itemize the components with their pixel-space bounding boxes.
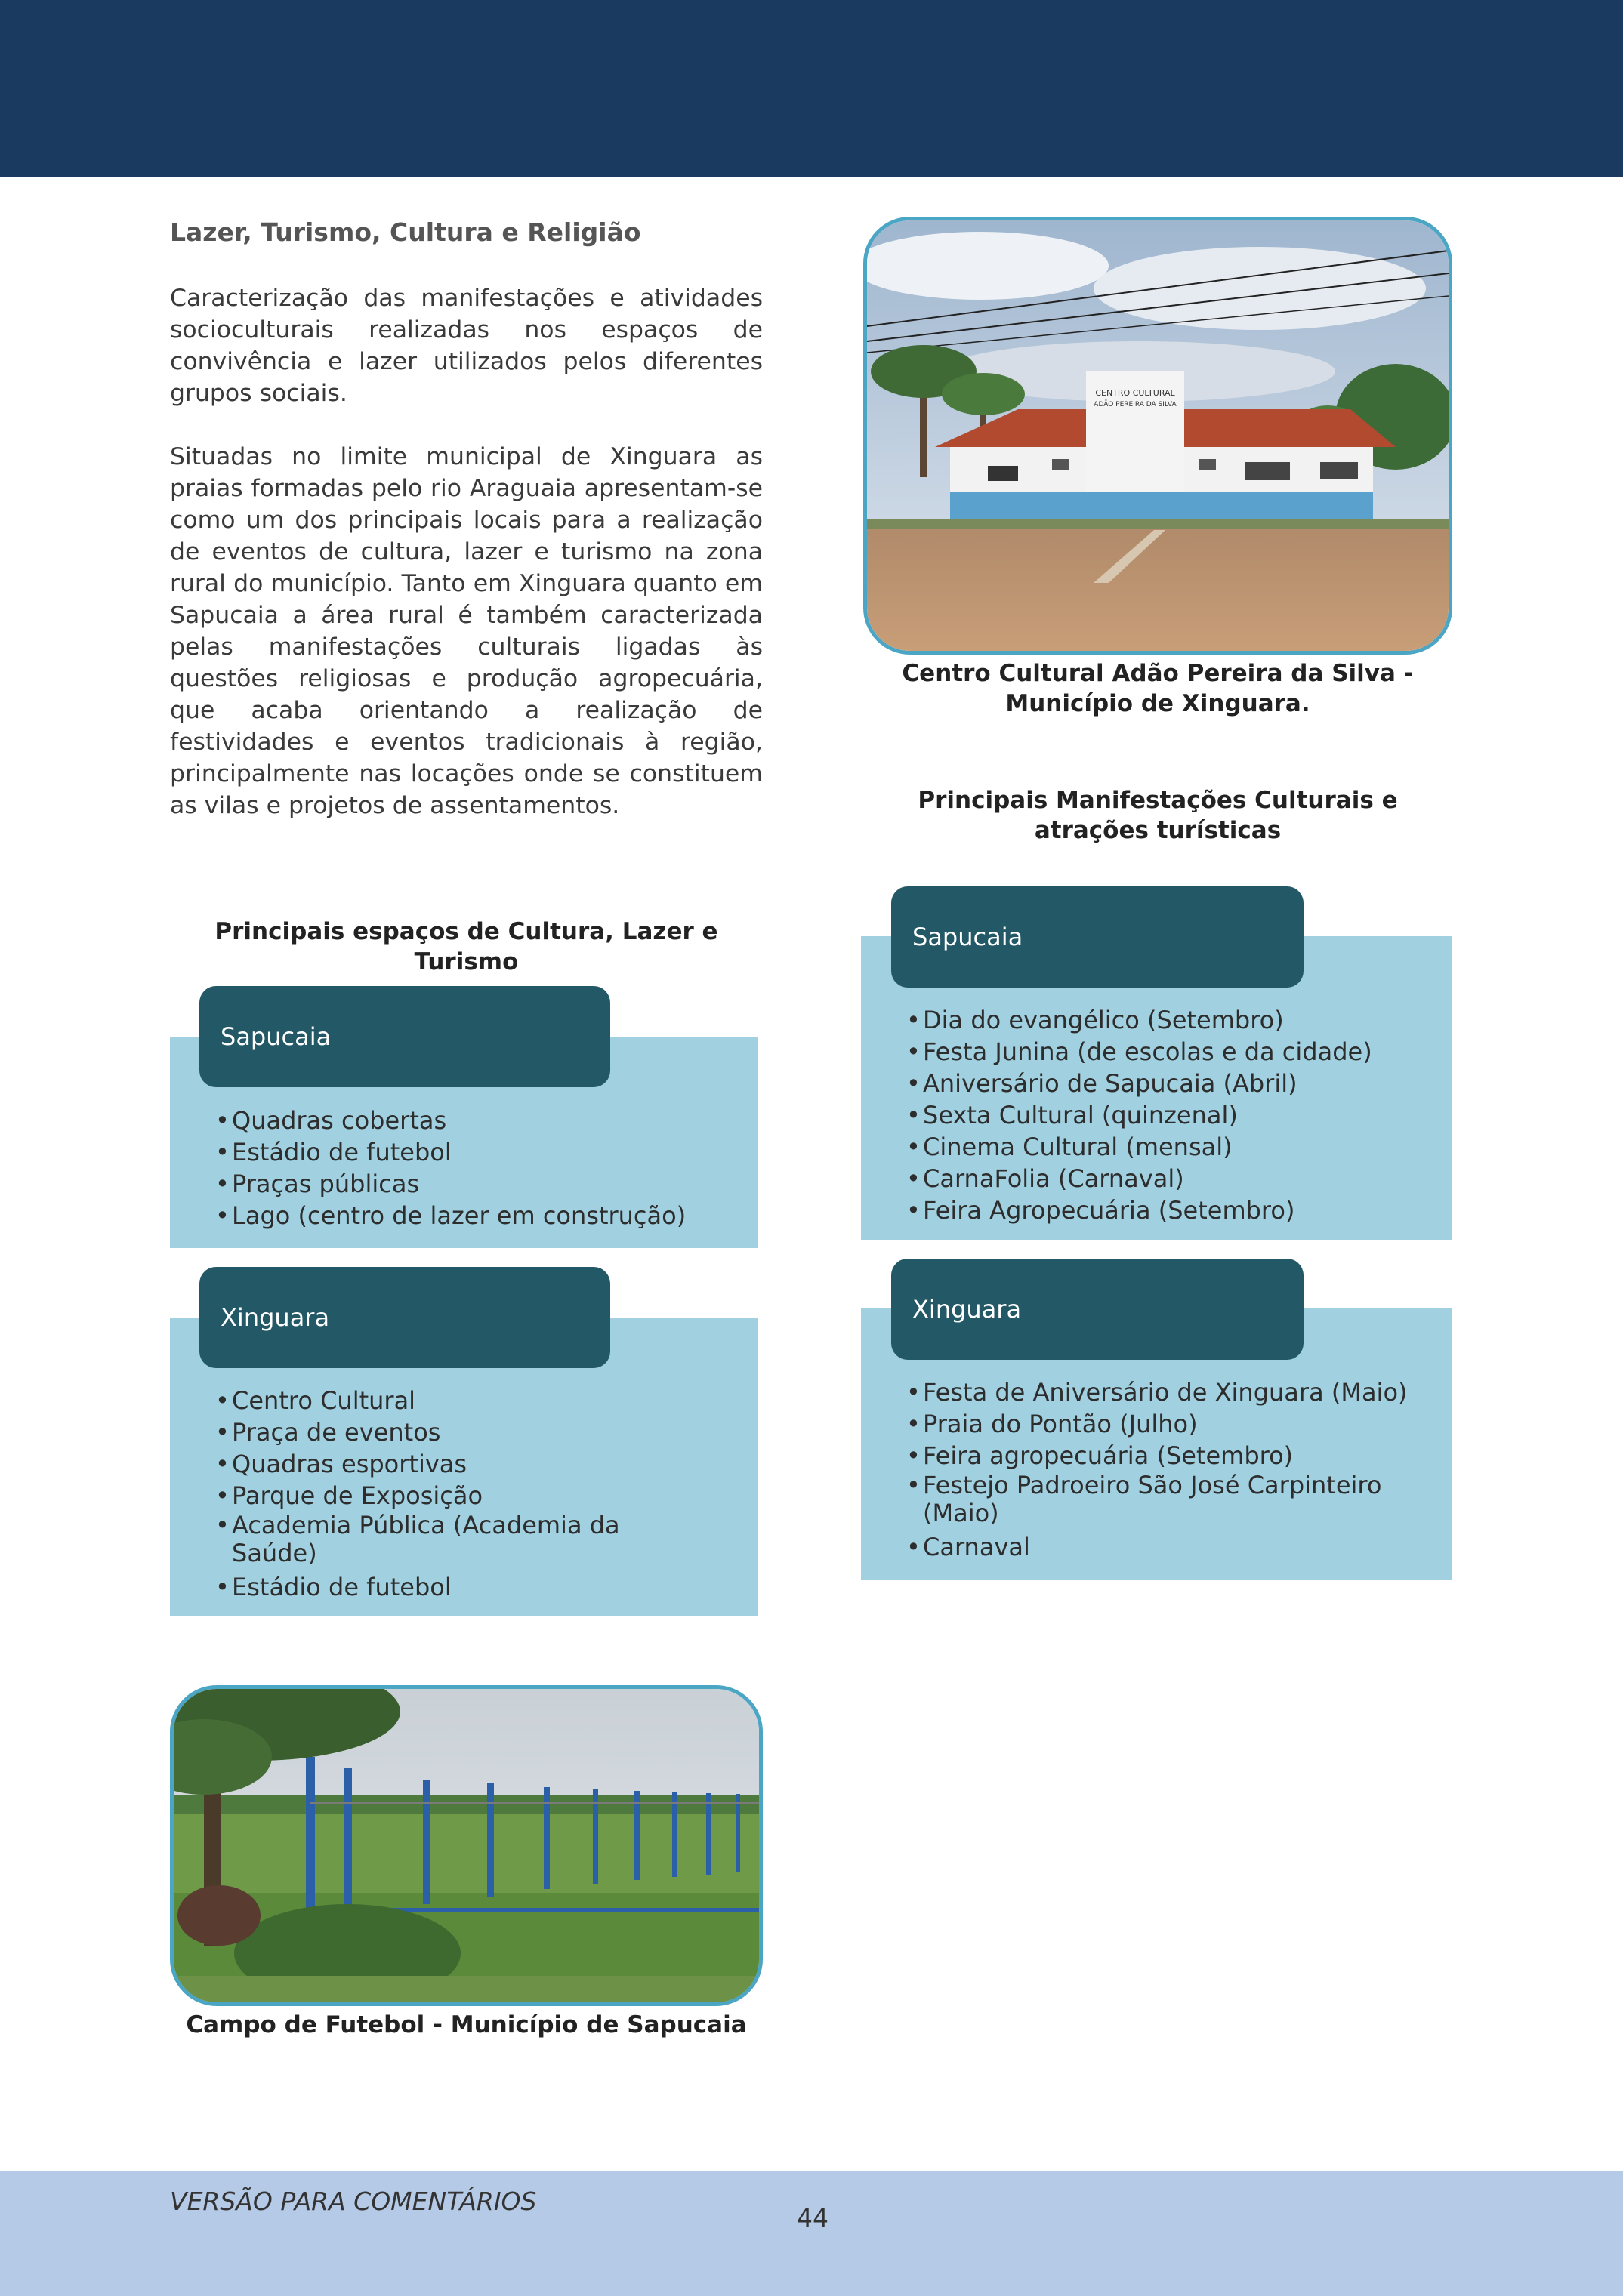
page-number: 44	[797, 2203, 828, 2233]
centro-cultural-caption: Centro Cultural Adão Pereira da Silva - Município de Xinguara.	[902, 660, 1414, 717]
list-item: • Festa de Aniversário de Xinguara (Maio)	[906, 1376, 1435, 1408]
list-item: • Praia do Pontão (Julho)	[906, 1408, 1435, 1440]
list-item: • Estádio de futebol	[215, 1571, 668, 1603]
list-item: • Cinema Cultural (mensal)	[906, 1131, 1450, 1163]
manifestacoes-heading: Principais Manifestações Culturais e atrações turísticas	[918, 787, 1398, 844]
list-item: • Academia Pública (Academia da Saúde)	[215, 1512, 668, 1567]
list-item: • CarnaFolia (Carnaval)	[906, 1163, 1450, 1194]
list-item: • Praças públicas	[215, 1168, 744, 1200]
list-item: • Festa Junina (de escolas e da cidade)	[906, 1036, 1450, 1068]
list-item: • Sexta Cultural (quinzenal)	[906, 1099, 1450, 1131]
list-item: • Feira Agropecuária (Setembro)	[906, 1194, 1450, 1226]
list-item: • Estádio de futebol	[215, 1136, 744, 1168]
list-item: • Dia do evangélico (Setembro)	[906, 1004, 1450, 1036]
list-item: • Centro Cultural	[215, 1385, 668, 1416]
list-item: • Aniversário de Sapucaia (Abril)	[906, 1068, 1450, 1099]
centro-cultural-photo	[863, 217, 1452, 655]
campo-futebol-caption: Campo de Futebol - Município de Sapucaia	[186, 2011, 747, 2039]
espacos-sapucaia-list	[215, 1105, 744, 1231]
list-item: • Quadras esportivas	[215, 1448, 668, 1480]
manifestacoes-sapucaia-tab: Sapucaia	[891, 886, 1304, 988]
list-item: • Praça de eventos	[215, 1416, 668, 1448]
sign-line-1: CENTRO CULTURAL	[1095, 388, 1175, 398]
campo-futebol-photo	[170, 1685, 763, 2006]
list-item: • Lago (centro de lazer em construção)	[215, 1200, 744, 1231]
body-paragraph: Situadas no limite municipal de Xinguara as praias formadas pelo rio Araguaia apresentam-se como um dos principais locais para a realização de eventos de cultura, lazer e turismo na zona rural do município. Tanto em Xinguara quanto em Sapucaia a área rural é também caracterizada pelas manifestações culturais ligadas às questões religiosas e produção agropecuária, que acaba orientando a realização de festividades e eventos tradicionais à região, principalmente nas locações onde se constituem as vilas e projetos de assentamentos.	[170, 443, 763, 819]
section-title: Lazer, Turismo, Cultura e Religião	[170, 217, 641, 247]
sign-line-2: ADÃO PEREIRA DA SILVA	[1094, 401, 1177, 408]
manifestacoes-sapucaia-list	[906, 1004, 1450, 1226]
espacos-heading: Principais espaços de Cultura, Lazer e Turismo	[214, 918, 718, 975]
espacos-xinguara-list	[215, 1385, 668, 1603]
espacos-xinguara-tab: Xinguara	[199, 1267, 610, 1368]
manifestacoes-xinguara-list	[906, 1376, 1435, 1563]
list-item: • Festejo Padroeiro São José Carpinteiro (Maio)	[906, 1472, 1435, 1527]
list-item: • Parque de Exposição	[215, 1480, 668, 1512]
list-item: • Feira agropecuária (Setembro)	[906, 1440, 1435, 1472]
espacos-sapucaia-tab: Sapucaia	[199, 986, 610, 1087]
footer-version-label: VERSÃO PARA COMENTÁRIOS	[170, 2187, 537, 2216]
list-item: • Carnaval	[906, 1531, 1435, 1563]
intro-paragraph: Caracterização das manifestações e atividades socioculturais realizadas nos espaços de convivência e lazer utilizados pelos diferentes grupos sociais.	[170, 285, 763, 407]
header-band	[0, 0, 1623, 177]
list-item: • Quadras cobertas	[215, 1105, 744, 1136]
manifestacoes-xinguara-tab: Xinguara	[891, 1259, 1304, 1360]
